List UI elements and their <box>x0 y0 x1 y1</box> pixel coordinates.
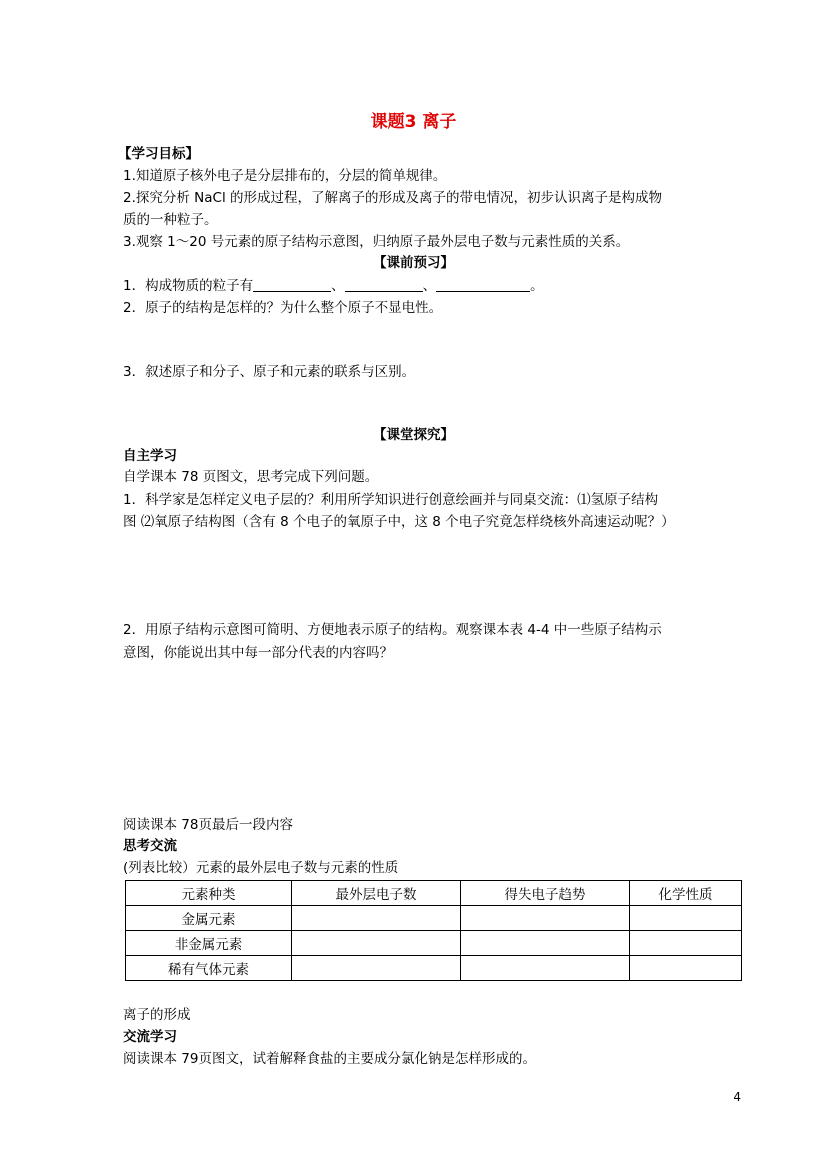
table-caption: (列表比较）元素的最外层电子数与元素的性质 <box>123 860 399 876</box>
preview-question-1 <box>123 276 544 296</box>
explore-heading: 【课堂探究】 <box>373 427 454 443</box>
explore-question-2: 2．用原子结构示意图可简明、方便地表示原子的结构。观察课本表 4-4 中一些原子结构示 <box>123 622 662 638</box>
comparison-table <box>125 880 742 981</box>
table-cell <box>630 931 742 956</box>
page-title: 课题3 离子 <box>370 112 457 132</box>
table-cell <box>461 931 630 956</box>
exchange-heading: 交流学习 <box>123 1029 177 1045</box>
reading-note-79: 阅读课本 79页图文，试着解释食盐的主要成分氯化钠是怎样形成的。 <box>123 1051 536 1067</box>
self-study-heading: 自主学习 <box>123 448 177 464</box>
separator: 、 <box>422 278 437 294</box>
table-row-label: 金属元素 <box>126 906 292 931</box>
table-header-cell: 元素种类 <box>126 881 292 906</box>
explore-question-1-cont: 图 ⑵氧原子结构图（含有 8 个电子的氧原子中，这 8 个电子究竟怎样绕核外高速运动呢？） <box>123 514 675 530</box>
preview-heading: 【课前预习】 <box>373 255 454 271</box>
answer-blank <box>345 277 423 292</box>
table-row-label: 非金属元素 <box>126 931 292 956</box>
preview-question-2: 2．原子的结构是怎样的？为什么整个原子不显电性。 <box>123 300 443 316</box>
table-cell <box>630 956 742 981</box>
goal-item: 质的一种粒子。 <box>123 212 218 228</box>
goal-item: 2.探究分析 NaCl 的形成过程，了解离子的形成及离子的带电情况，初步认识离子是构成物 <box>123 190 663 206</box>
explore-question-2-cont: 意图，你能说出其中每一部分代表的内容吗？ <box>123 645 393 661</box>
goal-item: 3.观察 1～20 号元素的原子结构示意图，归纳原子最外层电子数与元素性质的关系。 <box>123 234 630 250</box>
discussion-heading: 思考交流 <box>123 838 177 854</box>
question-text: 1．构成物质的粒子有 <box>123 278 254 294</box>
table-header-cell: 化学性质 <box>630 881 742 906</box>
ion-formation-label: 离子的形成 <box>123 1007 191 1023</box>
explore-question-1: 1．科学家是怎样定义电子层的？利用所学知识进行创意绘画并与同桌交流：⑴氢原子结构 <box>123 492 659 508</box>
table-cell <box>292 931 461 956</box>
table-cell <box>630 906 742 931</box>
goal-item: 1.知道原子核外电子是分层排布的，分层的简单规律。 <box>123 168 447 184</box>
separator: 、 <box>331 278 345 294</box>
answer-blank <box>253 277 331 292</box>
table-row-label: 稀有气体元素 <box>126 956 292 981</box>
preview-question-3: 3．叙述原子和分子、原子和元素的联系与区别。 <box>123 364 416 380</box>
table-row <box>126 931 742 956</box>
table-cell <box>292 956 461 981</box>
goals-heading: 【学习目标】 <box>118 146 199 162</box>
table-header-row <box>126 881 742 906</box>
reading-note-78: 阅读课本 78页最后一段内容 <box>123 817 293 833</box>
answer-blank <box>436 277 530 292</box>
self-study-intro: 自学课本 78 页图文，思考完成下列问题。 <box>123 469 379 485</box>
table-cell <box>461 956 630 981</box>
table-row <box>126 956 742 981</box>
table-header-cell: 最外层电子数 <box>292 881 461 906</box>
table-cell <box>292 906 461 931</box>
page-number: 4 <box>733 1090 741 1104</box>
table-header-cell: 得失电子趋势 <box>461 881 630 906</box>
table-cell <box>461 906 630 931</box>
table-row <box>126 906 742 931</box>
end-mark: 。 <box>530 278 544 294</box>
